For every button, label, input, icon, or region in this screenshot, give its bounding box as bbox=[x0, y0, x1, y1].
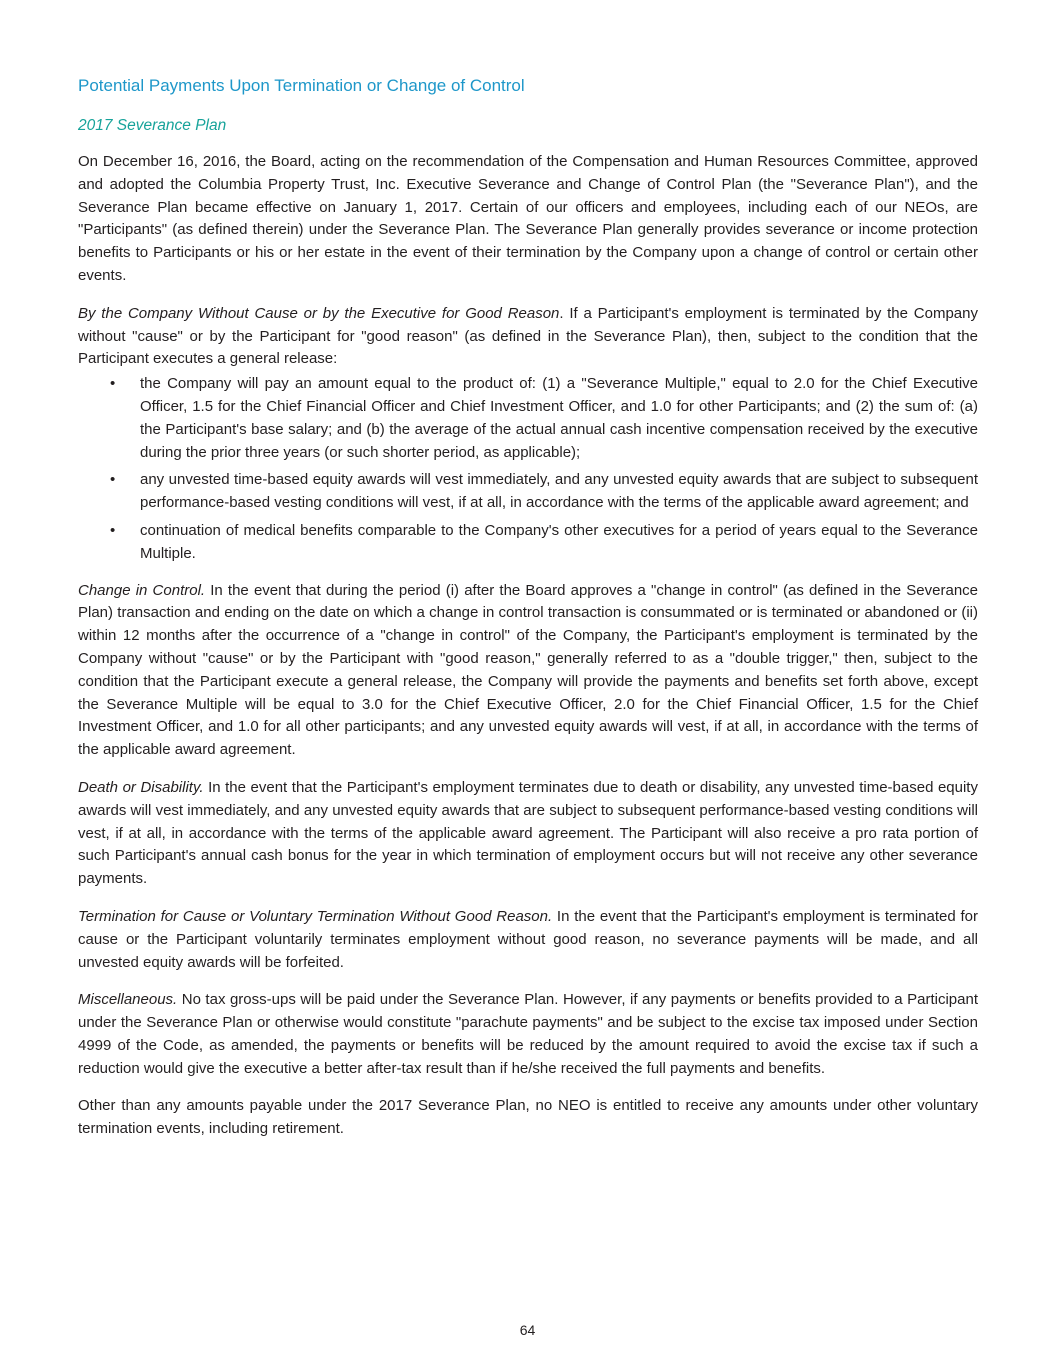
list-item-text: continuation of medical benefits comparable to the Company's other executives for a period of years equal to the Severance Multiple. bbox=[140, 521, 978, 562]
intro-paragraph: On December 16, 2016, the Board, acting on the recommendation of the Compensation and Human Resources Committee, approved and adopted the Columbia Property Trust, Inc. Executive Severance and Change of Control Plan (the "Severance Plan"), and the Severance Plan became effective on January 1, 2017. Certain of our officers and employees, including each of our NEOs, are "Participants" (as defined therein) under the Severance Plan. The Severance Plan generally provides severance or income protection benefits to Participants or his or her estate in the event of their termination by the Company upon a change of control or certain other events. bbox=[78, 153, 978, 284]
bullet-icon: • bbox=[110, 471, 116, 489]
without-cause-body: . If a Participant's employment is terminated by the Company without "cause" or by the Participant for "good reason" (as defined in the Severance Plan), then, subject to the condition that the Participant executes a general release: bbox=[78, 304, 978, 368]
page-number: 64 bbox=[519, 1322, 536, 1338]
bullet-icon: • bbox=[110, 521, 116, 539]
miscellaneous-title: Miscellaneous. bbox=[78, 991, 178, 1009]
termination-for-cause-body: In the event that the Participant's employment is terminated for cause or the Participant voluntarily terminates employment without good reason, no severance payments will be made, and all unvested equity awards will be forfeited. bbox=[78, 907, 978, 971]
without-cause-title: By the Company Without Cause or by the Executive for Good Reason bbox=[78, 304, 560, 322]
list-item bbox=[78, 520, 978, 566]
termination-for-cause-title: Termination for Cause or Voluntary Termination Without Good Reason. bbox=[78, 907, 553, 925]
other-paragraph: Other than any amounts payable under the 2017 Severance Plan, no NEO is entitled to receive any amounts under other voluntary termination events, including retirement. bbox=[78, 1097, 978, 1138]
death-disability-title: Death or Disability. bbox=[78, 778, 204, 796]
change-in-control-title: Change in Control. bbox=[78, 581, 206, 599]
section-heading: Potential Payments Upon Termination or Change of Control bbox=[78, 76, 525, 95]
subsection-heading: 2017 Severance Plan bbox=[78, 117, 227, 134]
benefits-list bbox=[78, 373, 978, 565]
list-item-text: any unvested time-based equity awards will vest immediately, and any unvested equity awards that are subject to subsequent performance-based vesting conditions will vest, if at all, in accordance with the terms of the applicable award agreement; and bbox=[140, 471, 978, 512]
bullet-icon: • bbox=[110, 375, 116, 393]
death-disability-body: In the event that the Participant's employment terminates due to death or disability, any unvested time-based equity awards will vest immediately, and any unvested equity awards that are subject to subsequent performance-based vesting conditions will vest, if at all, in accordance with the terms of the applicable award agreement. The Participant will also receive a pro rata portion of such Participant's annual cash bonus for the year in which termination of employment occurs but will not receive any other severance payments. bbox=[78, 778, 978, 888]
miscellaneous-paragraph bbox=[78, 989, 978, 1080]
list-item-text: the Company will pay an amount equal to the product of: (1) a "Severance Multiple," equal to 2.0 for the Chief Executive Officer, 1.5 for the Chief Financial Officer and Chief Investment Officer, and 1.0 for other Participants; and (2) the sum of: (a) the Participant's base salary; and (b) the average of the actual annual cash incentive compensation received by the executive during the prior three years (or such shorter period, as applicable); bbox=[140, 375, 978, 461]
change-in-control-body: In the event that during the period (i) after the Board approves a "change in control" (as defined in the Severance Plan) transaction and ending on the date on which a change in control transaction is consummated or is terminated or abandoned or (ii) within 12 months after the occurrence of a "change in control" of the Company, the Participant's employment is terminated by the Company without "cause" or by the Participant with "good reason," generally referred to as a "double trigger," then, subject to the condition that the Participant execute a general release, the Company will provide the payments and benefits set forth above, except the Severance Multiple will be equal to 3.0 for the Chief Executive Officer, 2.0 for the Chief Financial Officer, 1.5 for the Chief Investment Officer, and 1.0 for all other participants; and any unvested equity awards will vest, if at all, in accordance with the terms of the applicable award agreement. bbox=[78, 581, 978, 759]
list-item bbox=[78, 373, 978, 464]
miscellaneous-body: No tax gross-ups will be paid under the Severance Plan. However, if any payments or benefits provided to a Participant under the Severance Plan or otherwise would constitute "parachute payments" and be subject to the excise tax imposed under Section 4999 of the Code, as amended, the payments or benefits will be reduced by the amount required to avoid the excise tax if such a reduction would give the executive a better after-tax result than if he/she received the full payments and benefits. bbox=[78, 991, 978, 1077]
termination-for-cause-paragraph bbox=[78, 906, 978, 974]
without-cause-paragraph bbox=[78, 303, 978, 371]
change-in-control-paragraph bbox=[78, 580, 978, 762]
document-page bbox=[78, 74, 978, 1156]
list-item bbox=[78, 469, 978, 515]
death-disability-paragraph bbox=[78, 777, 978, 891]
